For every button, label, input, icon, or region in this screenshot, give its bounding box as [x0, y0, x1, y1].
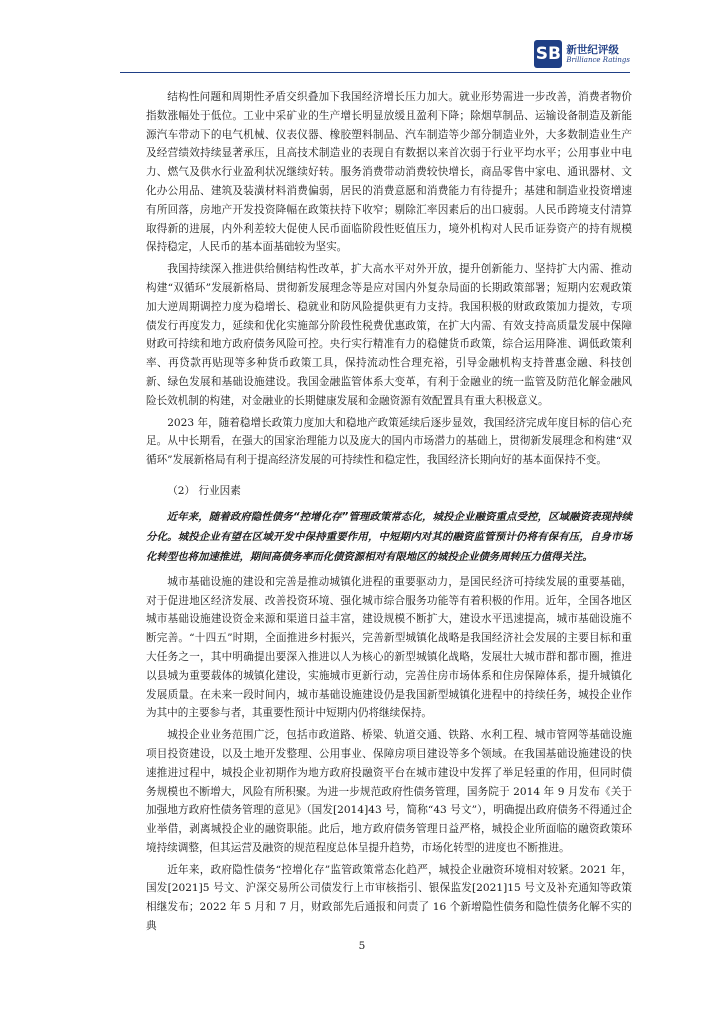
logo-english-name: Brilliance Ratings — [566, 56, 630, 64]
section-summary: 近年来，随着政府隐性债务“控增化存”管理政策常态化，城投企业融资重点受控，区域融资表现持续分化。城投企业有望在区域开发中保持重要作用，中短期内对其的融资监管预计仍将有保有压，自身市场化转型也将加速推进，期间高债务率而化债资源相对有限地区的城投企业债务周转压力值得关注。 — [146, 510, 632, 563]
paragraph-chengtou-business: 城投企业业务范围广泛，包括市政道路、桥梁、轨道交通、铁路、水利工程、城市管网等基础设施项目投资建设，以及土地开发整理、公用事业、保障房项目建设等多个领域。在我国基础设施建设的快速推进过程中，城投企业初期作为地方政府投融资平台在城市建设中发挥了举足轻重的作用，但同时债务规模也不断增大，风险有所积聚。为进一步规范政府性债务管理，国务院于 2014 年 9 月发布《关于加强地方政府性债务管理的意见》（国发[2014]43 号，简称“43 号文”），明确提出政府债务不得通过企业举借，剥离城投企业的融资职能。此后，地方政府债务管理日益严格，城投企业所面临的融资政策环境持续调整，但其运营及融资的规范程度总体呈提升趋势，市场化转型的进度也不断推进。 — [146, 729, 632, 854]
document-body — [146, 88, 632, 939]
page-header — [120, 40, 630, 80]
paragraph-macro-economy: 结构性问题和周期性矛盾交织叠加下我国经济增长压力加大。就业形势需进一步改善，消费者物价指数涨幅处于低位。工业中采矿业的生产增长明显放缓且盈利下降；除烟草制品、运输设备制造及新能源汽车带动下的电气机械、仪表仪器、橡胶塑料制品、汽车制造等少部分制造业外，大多数制造业生产及经营绩效持续显著承压，且高技术制造业的表现自有数据以来首次弱于行业平均水平；公用事业中电力、燃气及供水行业盈利状况继续好转。服务消费带动消费较快增长，商品零售中家电、通讯器材、文化办公用品、建筑及装潢材料消费偏弱，居民的消费意愿和消费能力有待提升；基建和制造业投资增速有所回落，房地产开发投资降幅在政策扶持下收窄；剔除汇率因素后的出口疲弱。人民币跨境支付清算取得新的进展，内外利差较大促使人民币面临阶段性贬值压力，境外机构对人民币证券资产的持有规模保持稳定，人民币的基本面基础较为坚实。 — [146, 91, 632, 254]
logo-chinese-name: 新世纪评级 — [566, 43, 619, 56]
logo-mark: SB — [534, 40, 562, 68]
company-logo — [534, 40, 630, 68]
logo-text — [566, 44, 630, 64]
paragraph-regulation: 近年来，政府隐性债务“控增化存”监管政策常态化趋严，城投企业融资环境相对较紧。2021 年，国发[2021]5 号文、沪深交易所公司债发行上市审核指引、银保监发[2021]15 号文及补充通知等政策相继发布；2022 年 5 月和 7 月，财政部先后通报和问责了 16 个新增隐性债务和隐性债务化解不实的典 — [146, 863, 632, 933]
paragraph-outlook: 2023 年，随着稳增长政策力度加大和稳地产政策延续后逐步显效，我国经济完成年度目标的信心充足。从中长期看，在强大的国家治理能力以及庞大的国内市场潜力的基础上，贯彻新发展理念和构建“双循环”发展新格局有利于提高经济发展的可持续性和稳定性，我国经济长期向好的基本面保持不变。 — [146, 416, 632, 467]
paragraph-policy: 我国持续深入推进供给侧结构性改革，扩大高水平对外开放，提升创新能力、坚持扩大内需、推动构建“双循环”发展新格局、贯彻新发展理念等是应对国内外复杂局面的长期政策部署；短期内宏观政策加大逆周期调控力度为稳增长、稳就业和防风险提供更有力支持。我国积极的财政政策加力提效，专项债发行再度发力，延续和优化实施部分阶段性税费优惠政策，在扩大内需、有效支持高质量发展中保障财政可持续和地方政府债务风险可控。央行实行精准有力的稳健货币政策，综合运用降准、调低政策利率、再贷款再贴现等多种货币政策工具，保持流动性合理充裕，引导金融机构支持普惠金融、科技创新、绿色发展和基础设施建设。我国金融监管体系大变革，有利于金融业的统一监管及防范化解金融风险长效机制的构建，对金融业的长期健康发展和金融资源有效配置具有重大积极意义。 — [146, 263, 632, 407]
section-heading-industry-factors: （2） 行业因素 — [167, 484, 241, 497]
paragraph-infrastructure: 城市基础设施的建设和完善是推动城镇化进程的重要驱动力，是国民经济可持续发展的重要基础，对于促进地区经济发展、改善投资环境、强化城市综合服务功能等有着积极的作用。近年，全国各地区城市基础设施建设资金来源和渠道日益丰富，建设规模不断扩大，建设水平迅速提高，城市基础设施不断完善。“十四五”时期，全面推进乡村振兴，完善新型城镇化战略是我国经济社会发展的主要目标和重大任务之一，其中明确提出要深入推进以人为核心的新型城镇化战略，发展壮大城市群和都市圈，推进以县城为重要载体的城镇化建设，实施城市更新行动，完善住房市场体系和住房保障体系，提升城镇化发展质量。在未来一段时间内，城市基础设施建设仍是我国新型城镇化进程中的持续任务，城投企业作为其中的主要参与者，其重要性预计中短期内仍将继续保持。 — [146, 575, 632, 720]
page-number: 5 — [358, 940, 366, 952]
header-divider — [120, 72, 630, 73]
